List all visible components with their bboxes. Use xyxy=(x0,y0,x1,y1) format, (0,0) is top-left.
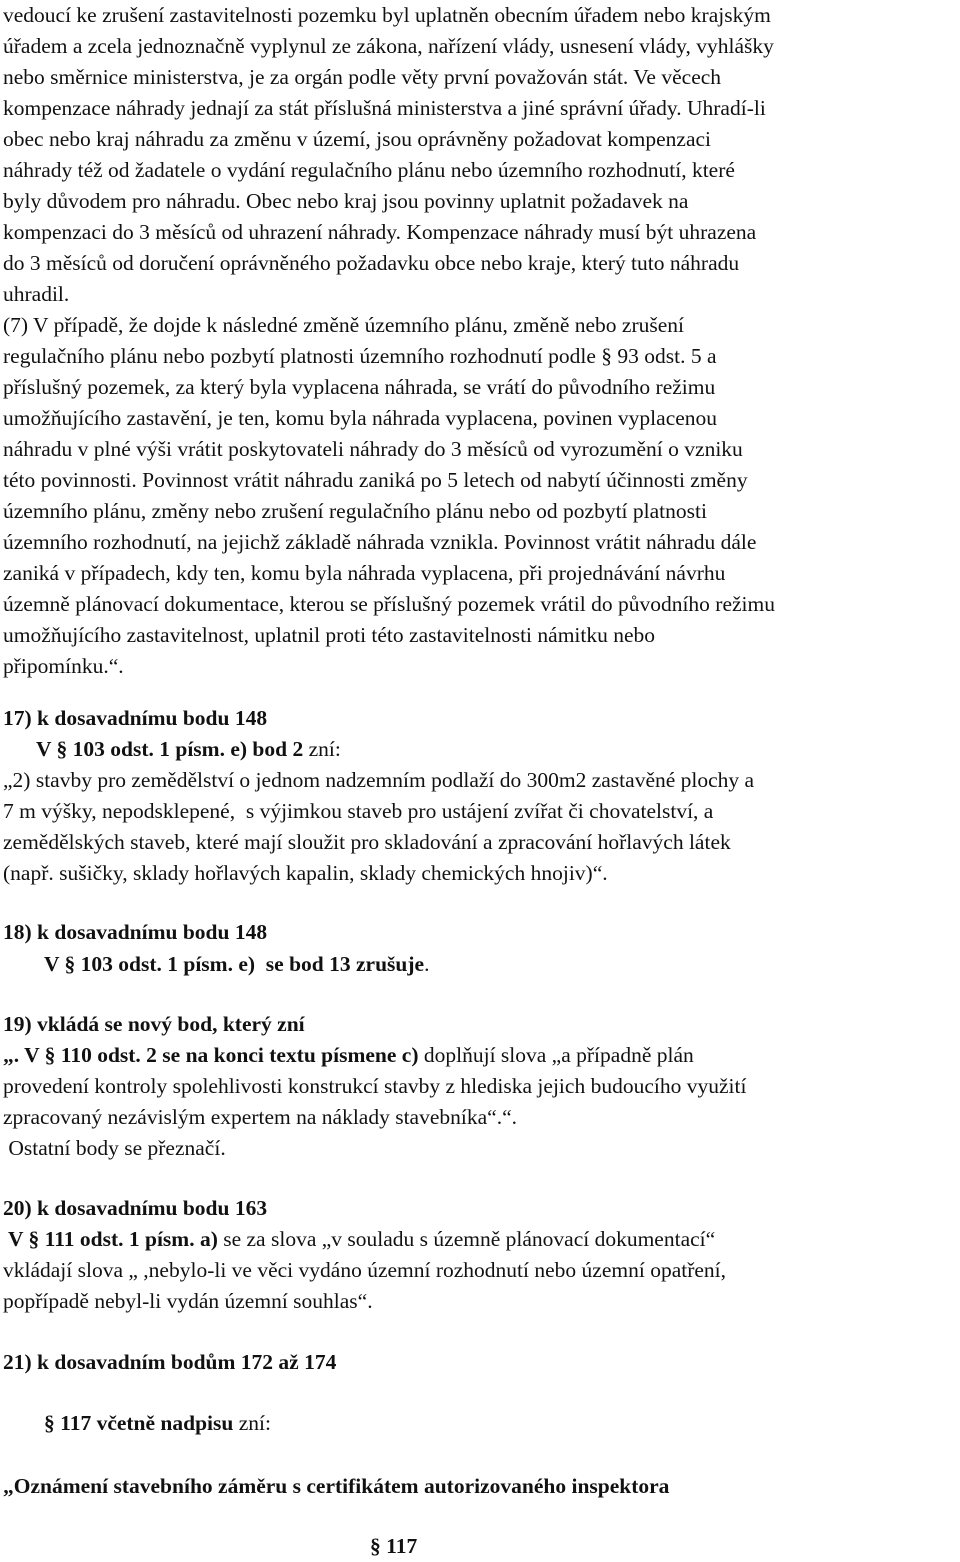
amendment-target xyxy=(44,949,429,979)
text-line: popřípadě nebyl-li vydán územní souhlas“. xyxy=(3,1289,373,1313)
text-line: vedoucí ke zrušení zastavitelnosti pozemku byl uplatněn obecním úřadem nebo krajským xyxy=(3,3,771,27)
amendment-target xyxy=(44,1408,271,1438)
amendment-heading: 20) k dosavadnímu bodu 163 xyxy=(3,1196,268,1220)
text-line: „2) stavby pro zemědělství o jednom nadzemním podlaží do 300m2 zastavěné plochy a xyxy=(3,768,755,792)
text-line: do 3 měsíců od doručení oprávněného požadavku obce nebo kraje, který tuto náhradu xyxy=(3,251,740,275)
text-line: umožňujícího zastavitelnost, uplatnil proti této zastavitelnosti námitku nebo xyxy=(3,623,656,647)
amendment-heading: 17) k dosavadnímu bodu 148 xyxy=(3,706,268,730)
amendment-heading: 19) vkládá se nový bod, který zní xyxy=(3,1012,305,1036)
text-line: úřadem a zcela jednoznačně vyplynul ze zákona, nařízení vlády, usnesení vlády, vyhlášky xyxy=(3,34,774,58)
text-line: (7) V případě, že dojde k následné změně územního plánu, změně nebo zrušení xyxy=(3,313,684,337)
text-line: zpracovaný nezávislým expertem na náklady stavebníka“.“. xyxy=(3,1105,517,1129)
amendment-target xyxy=(3,1040,694,1070)
target-verb: doplňují slova „a případně plán xyxy=(418,1043,694,1067)
amendment-heading: 18) k dosavadnímu bodu 148 xyxy=(3,920,268,944)
text-line: nebo směrnice ministerstva, je za orgán podle věty první považován stát. Ve věcech xyxy=(3,65,722,89)
text-line: náhrady též od žadatele o vydání regulačního plánu nebo územního rozhodnutí, které xyxy=(3,158,735,182)
text-line: příslušný pozemek, za který byla vyplacena náhrada, se vrátí do původního režimu xyxy=(3,375,716,399)
text-line: kompenzace náhrady jednají za stát příslušná ministerstva a jiné správní úřady. Uhradí-li xyxy=(3,96,766,120)
renumber-note: Ostatní body se přeznačí. xyxy=(3,1136,226,1160)
amendment-target xyxy=(36,734,341,764)
text-line: územně plánovací dokumentace, kterou se příslušný pozemek vrátil do původního režimu xyxy=(3,592,775,616)
target-reference: V § 103 odst. 1 písm. e) bod 2 xyxy=(36,737,304,761)
target-reference: V § 103 odst. 1 písm. e) se bod 13 zrušuje xyxy=(44,952,425,976)
section-title: „Oznámení stavebního záměru s certifikátem autorizovaného inspektora xyxy=(3,1474,670,1498)
amendment-heading: 21) k dosavadním bodům 172 až 174 xyxy=(3,1350,337,1374)
amendment-target xyxy=(3,1224,715,1254)
text-line: zaniká v případech, kdy ten, komu byla náhrada vyplacena, při projednávání návrhu xyxy=(3,561,726,585)
text-line: kompenzaci do 3 měsíců od uhrazení náhrady. Kompenzace náhrady musí být uhrazena xyxy=(3,220,757,244)
paragraph-symbol: § 117 xyxy=(370,1534,418,1558)
text-line: (např. sušičky, sklady hořlavých kapalin, sklady chemických hnojiv)“. xyxy=(3,861,608,885)
text-line: zemědělských staveb, které mají sloužit pro skladování a zpracování hořlavých látek xyxy=(3,830,731,854)
target-verb: . xyxy=(424,952,430,976)
text-line: územního rozhodnutí, na jejichž základě náhrada vznikla. Povinnost vrátit náhradu dále xyxy=(3,530,757,554)
text-line: připomínku.“. xyxy=(3,654,124,678)
text-line: umožňujícího zastavění, je ten, komu byla náhrada vyplacena, povinen vyplacenou xyxy=(3,406,718,430)
text-line: 7 m výšky, nepodsklepené, s výjimkou staveb pro ustájení zvířat či chovatelství, a xyxy=(3,799,714,823)
text-line: obec nebo kraj náhradu za změnu v území, jsou oprávněny požadovat kompenzaci xyxy=(3,127,712,151)
target-reference: „. V § 110 odst. 2 se na konci textu písmene c) xyxy=(3,1043,419,1067)
target-verb: zní: xyxy=(233,1411,271,1435)
target-reference: V § 111 odst. 1 písm. a) xyxy=(3,1227,218,1251)
text-line: regulačního plánu nebo pozbytí platnosti územního rozhodnutí podle § 93 odst. 5 a xyxy=(3,344,717,368)
text-line: byly důvodem pro náhradu. Obec nebo kraj jsou povinny uplatnit požadavek na xyxy=(3,189,689,213)
target-verb: zní: xyxy=(303,737,341,761)
text-line: vkládají slova „ ,nebylo-li ve věci vydáno územní rozhodnutí nebo územní opatření, xyxy=(3,1258,727,1282)
text-line: uhradil. xyxy=(3,282,70,306)
text-line: této povinnosti. Povinnost vrátit náhradu zaniká po 5 letech od nabytí účinnosti změny xyxy=(3,468,748,492)
target-reference: § 117 včetně nadpisu xyxy=(44,1411,234,1435)
text-line: náhradu v plné výši vrátit poskytovateli náhrady do 3 měsíců od vyrozumění o vzniku xyxy=(3,437,743,461)
text-line: územního plánu, změny nebo zrušení regulačního plánu nebo od pozbytí platnosti xyxy=(3,499,707,523)
target-verb: se za slova „v souladu s územně plánovací dokumentací“ xyxy=(217,1227,716,1251)
text-line: provedení kontroly spolehlivosti konstrukcí stavby z hlediska jejich budoucího využití xyxy=(3,1074,747,1098)
